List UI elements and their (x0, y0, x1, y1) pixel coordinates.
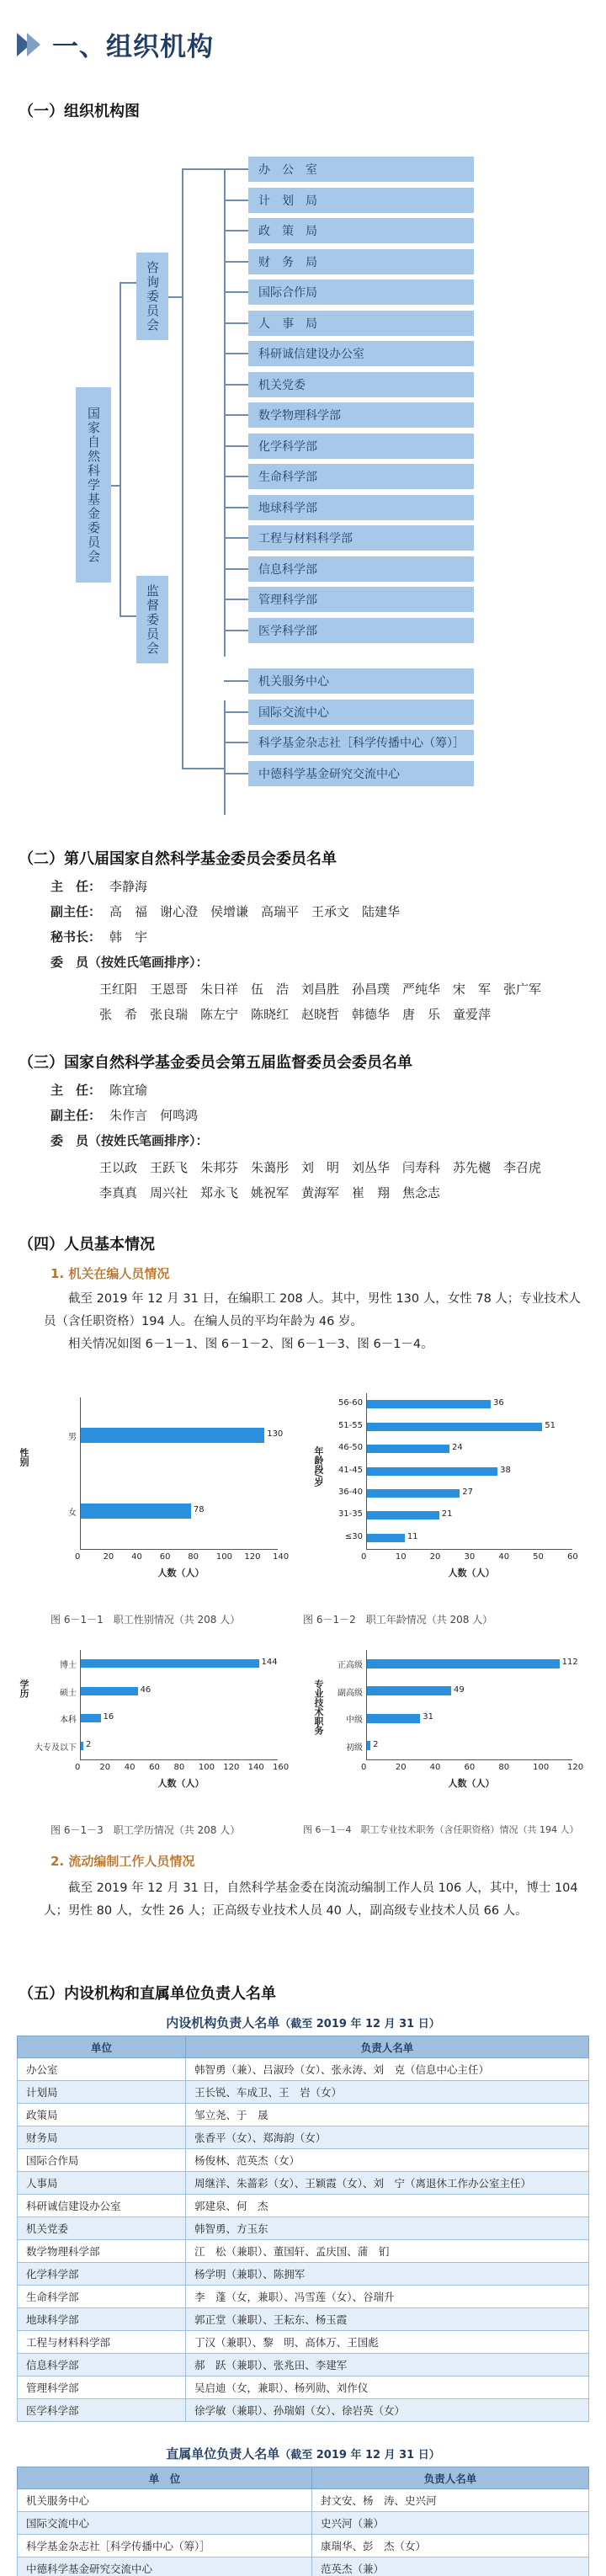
value-label: 78 (193, 1505, 205, 1514)
x-axis-label: 人数（人） (448, 1778, 495, 1789)
unit-cell: 数学物理科学部 (18, 2240, 186, 2263)
unit-cell: 国际交流中心 (18, 2512, 312, 2535)
tick-label: 140 (247, 1763, 264, 1772)
unit-cell: 财务局 (18, 2126, 186, 2149)
value-label: 36 (493, 1398, 504, 1408)
leaders-cell: 徐学敏（兼职）、孙瑞娟（女）、徐岩英（女） (186, 2399, 589, 2422)
org-unit-box: 科研诚信建设办公室 (248, 341, 474, 366)
unit-cell: 管理科学部 (18, 2376, 186, 2399)
category-label: ≤30 (344, 1531, 363, 1541)
sup-members-line-1: 王以政 王跃飞 朱邦芬 朱蔼彤 刘 明 刘丛华 闫寿科 苏先樾 李召虎 (99, 1160, 542, 1175)
table-row (18, 2081, 589, 2104)
tick-label: 40 (429, 1763, 441, 1772)
tick-label: 120 (567, 1763, 584, 1772)
table-row (18, 2195, 589, 2217)
unit-cell: 化学科学部 (18, 2263, 186, 2286)
members-line-2: 张 希 张良瑞 陈左宁 陈晓红 赵晓哲 韩德华 唐 乐 童爱萍 (99, 1007, 492, 1022)
tick-label: 0 (75, 1763, 81, 1772)
category-label: 31-35 (338, 1509, 363, 1520)
org-unit-box: 机关党委 (248, 372, 474, 397)
y-axis-line (80, 1397, 81, 1549)
x-axis-line (80, 1759, 278, 1760)
category-label: 女 (68, 1509, 77, 1518)
bar (367, 1511, 439, 1520)
leaders-cell: 王长锐、车成卫、王 岩（女） (186, 2081, 589, 2104)
org-unit-box: 科学基金杂志社［科学传播中心（筹）］ (248, 730, 474, 755)
unit-cell: 国际合作局 (18, 2149, 186, 2172)
bar (367, 1741, 370, 1750)
org-unit-box: 政 策 局 (248, 218, 474, 243)
category-label: 46-50 (338, 1443, 363, 1453)
tick-label: 120 (244, 1552, 261, 1562)
value-label: 2 (373, 1739, 379, 1749)
category-label: 本科 (60, 1716, 77, 1726)
category-label: 男 (68, 1433, 77, 1442)
leaders-cell: 郝 跃（兼职）、张兆田、李建军 (186, 2354, 589, 2376)
value-label: 11 (407, 1531, 418, 1541)
advisory-committee-box: 咨询委员会 (136, 253, 168, 340)
tick-label: 100 (215, 1552, 232, 1562)
value-label: 31 (423, 1712, 434, 1722)
org-chart (0, 152, 606, 825)
value-label: 51 (545, 1420, 556, 1430)
director-row: 主 任： 李静海 (50, 879, 148, 894)
tick-label: 40 (498, 1552, 510, 1562)
bar (81, 1714, 101, 1722)
affiliated-leaders-table (17, 2467, 589, 2576)
unit-cell: 信息科学部 (18, 2354, 186, 2376)
tick-label: 80 (173, 1763, 185, 1772)
unit-cell: 科研诚信建设办公室 (18, 2195, 186, 2217)
table-row (18, 2104, 589, 2126)
table-row (18, 2058, 589, 2081)
section-header (17, 25, 214, 63)
bar (81, 1659, 259, 1668)
bar-chart-4 (303, 1633, 598, 1839)
supervisory-members-heading: （三）国家自然科学基金委员会第五届监督委员会委员名单 (19, 1054, 412, 1072)
sup-director-name: 陈宜瑜 (109, 1083, 148, 1098)
category-label: 大专及以下 (35, 1743, 77, 1753)
tick-label: 0 (361, 1763, 367, 1772)
leaders-cell: 韩智勇（兼）、吕淑玲（女）、张永涛、刘 克（信息中心主任） (186, 2058, 589, 2081)
bar-chart-3 (17, 1633, 303, 1839)
figure-caption: 图 6－1－3 职工学历情况（共 208 人） (50, 1824, 241, 1836)
bar-chart-2 (303, 1372, 598, 1629)
table-row (18, 2240, 589, 2263)
table-row (18, 2512, 589, 2535)
tick-label: 10 (395, 1552, 407, 1562)
sup-vice-row: 副主任： 朱作言 何鸣鸿 (50, 1108, 199, 1123)
value-label: 130 (267, 1429, 284, 1439)
unit-cell: 人事局 (18, 2172, 186, 2195)
bar (367, 1714, 420, 1723)
vice-director-row: 副主任： 高 福 谢心澄 侯增谦 高瑞平 王承文 陆建华 (50, 904, 401, 919)
bar (367, 1423, 542, 1431)
org-unit-box: 工程与材料科学部 (248, 525, 474, 551)
section-title: 一、组织机构 (52, 32, 214, 62)
x-axis-line (366, 1549, 572, 1550)
internal-leaders-table (17, 2036, 589, 2422)
table-row (18, 2263, 589, 2286)
org-unit-box: 医学科学部 (248, 618, 474, 643)
figure-caption: 图 6－1－1 职工性别情况（共 208 人） (50, 1614, 241, 1626)
unit-cell: 办公室 (18, 2058, 186, 2081)
table-row (18, 2286, 589, 2308)
mobile-staff-paragraph: 截至 2019 年 12 月 31 日，自然科学基金委在岗流动编制工作人员 106 人，其中，博士 104 人；男性 80 人，女性 26 人；正高级专业技术人员 40 人，副高级专业技术人员 66 人。 (44, 1881, 578, 1918)
value-label: 38 (500, 1465, 511, 1475)
double-chevron-icon (17, 33, 40, 56)
org-unit-box: 国际合作局 (248, 279, 474, 305)
personnel-heading: （四）人员基本情况 (19, 1236, 155, 1253)
bar (81, 1428, 264, 1443)
figures-reference: 相关情况如图 6－1－1、图 6－1－2、图 6－1－3、图 6－1－4。 (68, 1338, 433, 1351)
tick-label: 0 (361, 1552, 367, 1562)
leaders-cell: 丁汉（兼职）、黎 明、高体万、王国彪 (186, 2331, 589, 2354)
category-label: 36-40 (338, 1487, 363, 1497)
org-root-box: 国家自然科学基金委员会 (76, 387, 111, 583)
org-unit-box: 化学科学部 (248, 434, 474, 459)
unit-cell: 地球科学部 (18, 2308, 186, 2331)
leaders-cell: 范英杰（兼） (312, 2557, 589, 2576)
leaders-cell: 邹立尧、于 晟 (186, 2104, 589, 2126)
vice-director-names: 高 福 谢心澄 侯增谦 高瑞平 王承文 陆建华 (109, 904, 401, 919)
tick-label: 60 (464, 1763, 476, 1772)
committee-members-heading: （二）第八届国家自然科学基金委员会委员名单 (19, 850, 337, 868)
tick-label: 20 (103, 1552, 114, 1562)
staff-paragraph: 截至 2019 年 12 月 31 日，在编职工 208 人。其中，男性 130 人，女性 78 人；专业技术人员（含任职资格）194 人。在编人员的平均年龄为 46 岁。 (44, 1292, 581, 1328)
value-label: 27 (462, 1487, 473, 1497)
tick-label: 80 (188, 1552, 199, 1562)
unit-cell: 医学科学部 (18, 2399, 186, 2422)
table-header: 负责人名单 (186, 2036, 589, 2058)
category-label: 博士 (60, 1661, 77, 1671)
table-row (18, 2557, 589, 2576)
leaders-cell: 吴启迪（女，兼职）、杨列勋、刘作仪 (186, 2376, 589, 2399)
y-axis-label: 性别 (19, 1448, 29, 1466)
org-unit-box: 中德科学基金研究交流中心 (248, 761, 474, 786)
org-unit-box: 国际交流中心 (248, 700, 474, 725)
unit-cell: 工程与材料科学部 (18, 2331, 186, 2354)
org-unit-box: 计 划 局 (248, 188, 474, 213)
figure-caption: 图 6－1－2 职工年龄情况（共 208 人） (303, 1614, 493, 1626)
value-label: 46 (140, 1685, 152, 1695)
tick-label: 80 (498, 1763, 510, 1772)
category-label: 副高级 (338, 1688, 363, 1698)
leaders-cell: 史兴河（兼） (312, 2512, 589, 2535)
value-label: 16 (103, 1712, 114, 1722)
org-unit-box: 地球科学部 (248, 495, 474, 520)
unit-cell: 政策局 (18, 2104, 186, 2126)
leaders-cell: 张香平（女）、郑海韵（女） (186, 2126, 589, 2149)
bar-chart-1 (17, 1372, 303, 1629)
unit-cell: 机关服务中心 (18, 2489, 312, 2512)
leaders-cell: 封文安、杨 涛、史兴河 (312, 2489, 589, 2512)
x-axis-line (366, 1759, 572, 1760)
y-axis-label: 专业技术职务 (313, 1679, 324, 1735)
category-label: 初级 (346, 1743, 363, 1753)
staff-subheading: 1. 机关在编人员情况 (50, 1266, 170, 1281)
internal-table-title: 内设机构负责人名单（截至 2019 年 12 月 31 日） (166, 2015, 440, 2030)
table-row (18, 2354, 589, 2376)
unit-cell: 中德科学基金研究交流中心 (18, 2557, 312, 2576)
bar (367, 1686, 451, 1695)
org-unit-box: 数学物理科学部 (248, 402, 474, 428)
table-row (18, 2376, 589, 2399)
tick-label: 30 (464, 1552, 476, 1562)
leaders-cell: 韩智勇、方玉东 (186, 2217, 589, 2240)
table-row (18, 2535, 589, 2557)
value-label: 24 (452, 1443, 463, 1453)
members-label-row: 委 员（按姓氏笔画排序）： (50, 955, 209, 970)
bar (81, 1504, 191, 1519)
bar (367, 1659, 560, 1669)
tick-label: 120 (223, 1763, 240, 1772)
y-axis-label: 年龄段/岁 (313, 1445, 324, 1487)
table-row (18, 2399, 589, 2422)
unit-cell: 机关党委 (18, 2217, 186, 2240)
sup-members-line-2: 李真真 周兴社 郑永飞 姚祝军 黄海军 崔 翔 焦念志 (99, 1185, 441, 1200)
category-label: 正高级 (338, 1661, 363, 1671)
secretary-row: 秘书长： 韩 宇 (50, 929, 148, 945)
bar (367, 1467, 497, 1476)
tick-label: 40 (131, 1552, 142, 1562)
mobile-staff-subheading: 2. 流动编制工作人员情况 (50, 1854, 195, 1869)
tick-label: 100 (533, 1763, 550, 1772)
unit-cell: 生命科学部 (18, 2286, 186, 2308)
leaders-cell: 杨学明（兼职）、陈拥军 (186, 2263, 589, 2286)
tick-label: 140 (273, 1552, 290, 1562)
table-header: 单 位 (18, 2467, 312, 2489)
bar (367, 1489, 460, 1498)
table-header: 单位 (18, 2036, 186, 2058)
x-axis-label: 人数（人） (157, 1567, 205, 1578)
sup-vice-names: 朱作言 何鸣鸿 (109, 1108, 199, 1123)
director-name: 李静海 (109, 879, 148, 894)
bar (367, 1400, 491, 1408)
tick-label: 160 (273, 1763, 290, 1772)
leaders-cell: 康瑞华、彭 杰（女） (312, 2535, 589, 2557)
leaders-cell: 李 蓬（女，兼职）、冯雪莲（女）、谷瑞升 (186, 2286, 589, 2308)
table-row (18, 2331, 589, 2354)
x-axis-label: 人数（人） (448, 1567, 495, 1578)
leaders-cell: 郭建泉、何 杰 (186, 2195, 589, 2217)
table-header: 负责人名单 (312, 2467, 589, 2489)
category-label: 51-55 (338, 1420, 363, 1430)
x-axis-line (80, 1549, 278, 1550)
table-row (18, 2217, 589, 2240)
org-unit-box: 人 事 局 (248, 311, 474, 336)
org-unit-box: 生命科学部 (248, 464, 474, 489)
value-label: 112 (561, 1658, 578, 1668)
category-label: 41-45 (338, 1465, 363, 1475)
leaders-cell: 杨俊林、范英杰（女） (186, 2149, 589, 2172)
bar (81, 1687, 138, 1695)
y-axis-label: 学历 (19, 1679, 29, 1698)
org-chart-heading: （一）组织机构图 (19, 103, 140, 120)
value-label: 21 (441, 1509, 453, 1520)
unit-cell: 计划局 (18, 2081, 186, 2104)
bar (367, 1534, 405, 1542)
leaders-cell: 郭正堂（兼职）、王耘东、杨玉霞 (186, 2308, 589, 2331)
unit-cell: 科学基金杂志社［科学传播中心（筹）］ (18, 2535, 312, 2557)
category-label: 硕士 (60, 1688, 77, 1698)
value-label: 49 (454, 1685, 465, 1695)
bar (367, 1445, 449, 1453)
leaders-cell: 江 松（兼职）、董国轩、孟庆国、蒲 钔 (186, 2240, 589, 2263)
tick-label: 50 (533, 1552, 544, 1562)
tick-label: 60 (159, 1552, 171, 1562)
sup-members-label-row: 委 员（按姓氏笔画排序）： (50, 1133, 209, 1148)
figure-caption: 图 6－1－4 职工专业技术职务（含任职资格）情况（共 194 人） (303, 1824, 579, 1835)
leaders-cell: 周继洋、朱蔷彩（女）、王颖霞（女）、刘 宁（离退休工作办公室主任） (186, 2172, 589, 2195)
x-axis-label: 人数（人） (157, 1778, 205, 1789)
tick-label: 20 (395, 1763, 407, 1772)
tick-label: 60 (567, 1552, 578, 1562)
tick-label: 20 (99, 1763, 111, 1772)
category-label: 56-60 (338, 1398, 363, 1408)
affiliated-table-title: 直属单位负责人名单（截至 2019 年 12 月 31 日） (166, 2446, 440, 2462)
table-row (18, 2308, 589, 2331)
table-row (18, 2126, 589, 2149)
leaders-heading: （五）内设机构和直属单位负责人名单 (19, 1985, 276, 2003)
supervisory-committee-box: 监督委员会 (136, 576, 168, 663)
table-row (18, 2489, 589, 2512)
table-row (18, 2172, 589, 2195)
value-label: 144 (261, 1658, 278, 1668)
tick-label: 40 (124, 1763, 136, 1772)
org-unit-box: 机关服务中心 (248, 668, 474, 694)
org-unit-box: 管理科学部 (248, 587, 474, 612)
value-label: 2 (85, 1739, 92, 1749)
tick-label: 60 (149, 1763, 160, 1772)
tick-label: 100 (198, 1763, 215, 1772)
org-unit-box: 办 公 室 (248, 157, 474, 182)
bar (81, 1742, 83, 1750)
members-line-1: 王红阳 王恩哥 朱日祥 伍 浩 刘昌胜 孙昌璞 严纯华 宋 军 张广军 (99, 982, 542, 997)
category-label: 中级 (346, 1716, 363, 1726)
tick-label: 20 (429, 1552, 441, 1562)
org-unit-box: 信息科学部 (248, 556, 474, 582)
sup-director-row: 主 任： 陈宜瑜 (50, 1083, 148, 1098)
table-row (18, 2149, 589, 2172)
secretary-name: 韩 宇 (109, 929, 148, 945)
org-unit-box: 财 务 局 (248, 249, 474, 274)
tick-label: 0 (75, 1552, 81, 1562)
